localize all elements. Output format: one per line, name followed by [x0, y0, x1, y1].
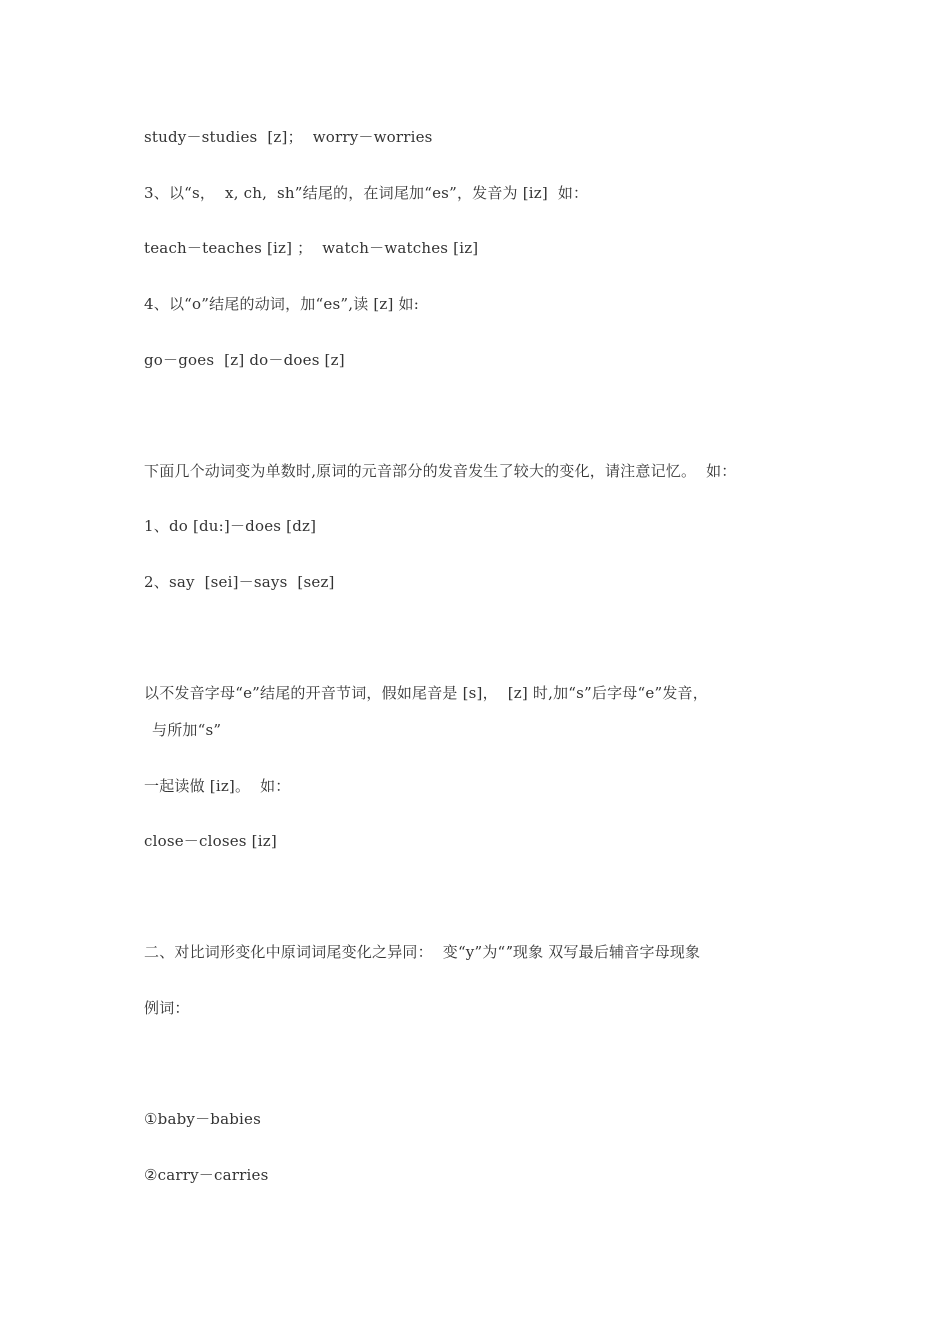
text-line-examples-label: 例词：: [144, 999, 190, 1017]
text-line-example-do: 1、do [du:]－does [dz]: [144, 517, 317, 535]
text-line-silent-e-rule: 以不发音字母“e”结尾的开音节词，假如尾音是 [s]， [z] 时,加“s”后字母“e”发音，: [144, 684, 708, 702]
text-line-rule-4: 4、以“o”结尾的动词，加“es”,读 [z] 如:: [144, 295, 419, 313]
text-line-study-worry: study－studies [z]； worry－worries: [144, 128, 433, 146]
text-line-example-say: 2、say [sei]－says [sez]: [144, 573, 335, 591]
text-line-rule-3: 3、以“s， x, ch, sh”结尾的，在词尾加“es”，发音为 [iz] 如：: [144, 184, 589, 202]
list-item-baby: ①baby－babies: [144, 1110, 261, 1128]
text-line-read-as-iz: 一起读做 [iz]。 如：: [144, 777, 291, 795]
section-heading-comparison: 二、对比词形变化中原词词尾变化之异同： 变“y”为“ˮ现象 双写最后辅音字母现象: [144, 943, 701, 961]
text-line-go-do: go－goes [z] do－does [z]: [144, 351, 345, 369]
list-item-carry: ②carry－carries: [144, 1166, 269, 1184]
text-line-close-closes: close－closes [iz]: [144, 832, 277, 850]
text-line-teach-watch: teach－teaches [iz] ； watch－watches [iz]: [144, 239, 479, 257]
text-line-irregular-intro: 下面几个动词变为单数时,原词的元音部分的发音发生了较大的变化，请注意记忆。 如：: [144, 462, 737, 480]
text-line-silent-e-rule-cont: 与所加“s”: [152, 721, 222, 739]
